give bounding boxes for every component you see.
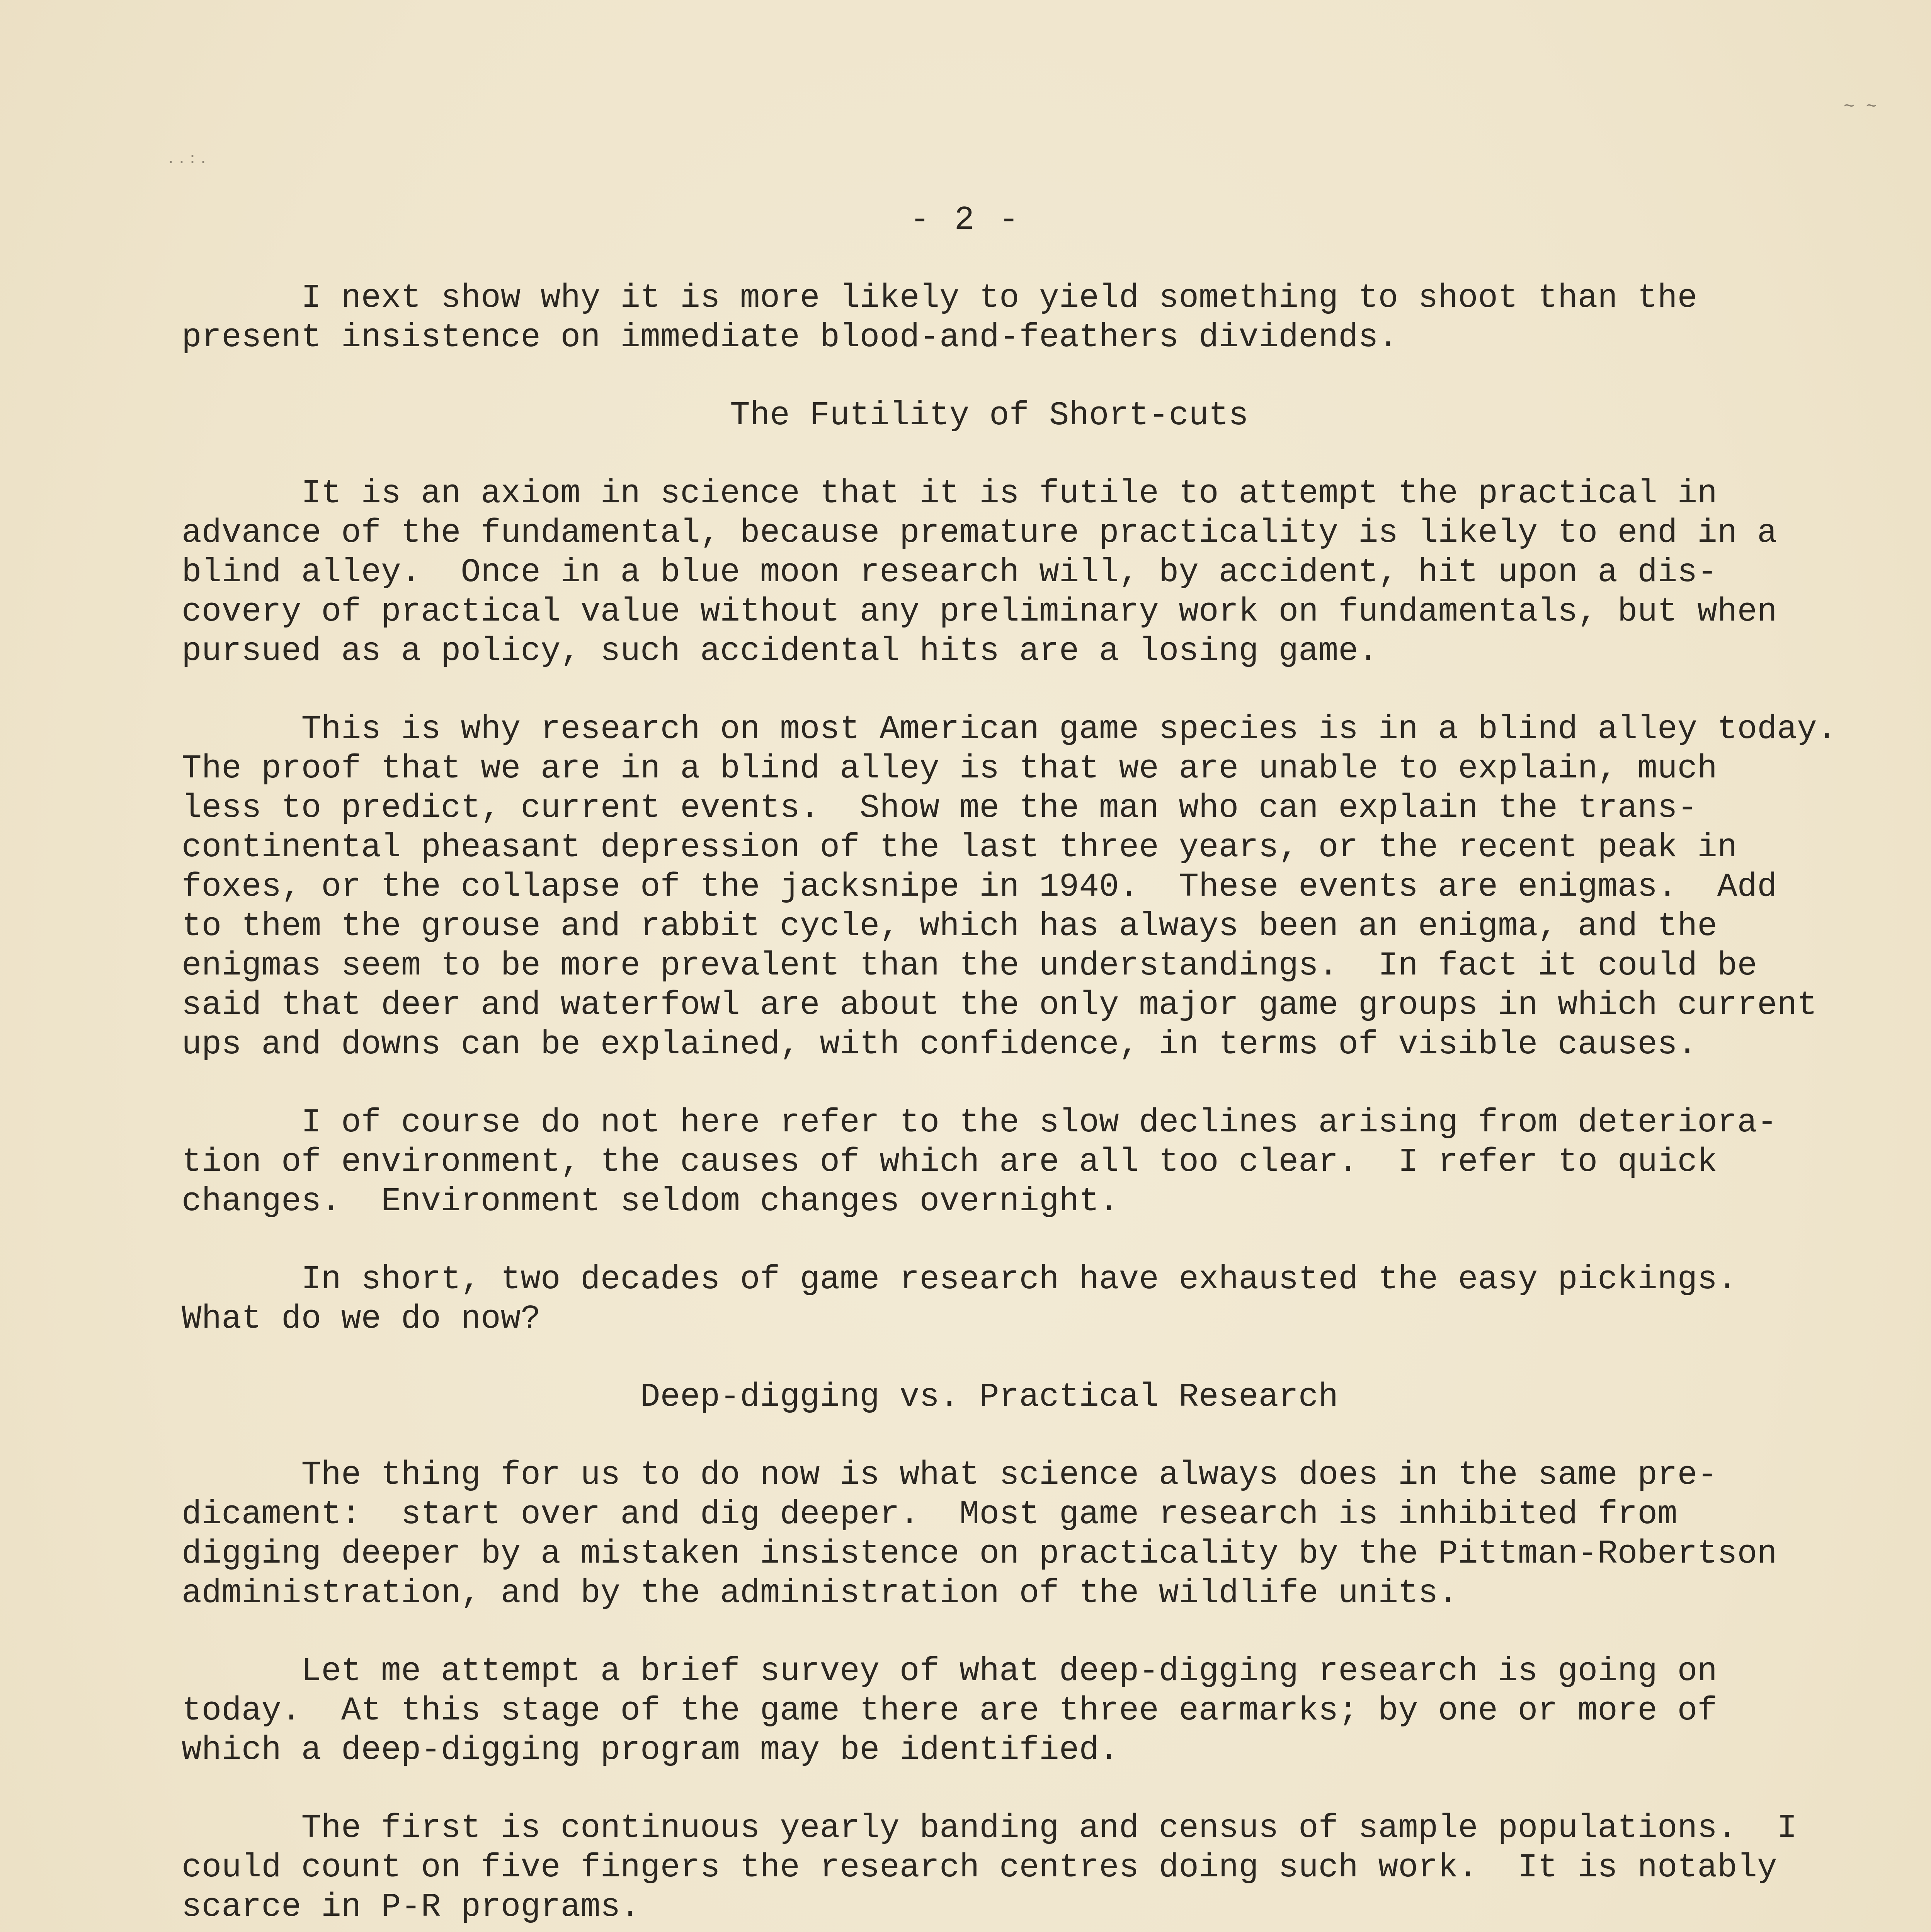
section-heading: The Futility of Short-cuts xyxy=(730,396,1249,434)
text-line: In short, two decades of game research have exhausted the easy pickings. xyxy=(182,1260,1737,1298)
text-line: ups and downs can be explained, with confidence, in terms of visible causes. xyxy=(182,1026,1698,1063)
corner-ink-marks: ~ ~ xyxy=(1843,97,1877,117)
text-line: The thing for us to do now is what science always does in the same pre- xyxy=(182,1456,1717,1494)
text-line: changes. Environment seldom changes overnight. xyxy=(182,1182,1119,1220)
text-line: to them the grouse and rabbit cycle, which has always been an enigma, and the xyxy=(182,907,1717,945)
text-line: I next show why it is more likely to yield something to shoot than the xyxy=(182,279,1698,317)
page-number: - 2 - xyxy=(910,201,1021,239)
text-line: The first is continuous yearly banding and census of sample populations. I xyxy=(182,1809,1797,1847)
paragraph xyxy=(182,1455,1797,1613)
document-body xyxy=(182,278,1837,1932)
text-line: This is why research on most American game species is in a blind alley today. xyxy=(182,710,1837,748)
paragraph xyxy=(182,278,1797,357)
text-line: present insistence on immediate blood-and-feathers dividends. xyxy=(182,318,1398,356)
paragraph xyxy=(182,1651,1797,1770)
text-line: foxes, or the collapse of the jacksnipe in 1940. These events are enigmas. Add xyxy=(182,868,1777,906)
text-line: dicament: start over and dig deeper. Most game research is inhibited from xyxy=(182,1495,1678,1533)
text-line: enigmas seem to be more prevalent than the understandings. In fact it could be xyxy=(182,947,1757,985)
paragraph xyxy=(182,474,1797,671)
text-line: less to predict, current events. Show me the man who can explain the trans- xyxy=(182,789,1698,827)
text-line: covery of practical value without any preliminary work on fundamentals, but when xyxy=(182,593,1777,631)
section-heading: Deep-digging vs. Practical Research xyxy=(640,1378,1339,1416)
paragraph xyxy=(182,1260,1797,1338)
text-line: Let me attempt a brief survey of what deep-digging research is going on xyxy=(182,1652,1717,1690)
text-line: administration, and by the administration of the wildlife units. xyxy=(182,1574,1458,1612)
stray-ink-marks: ..:. xyxy=(166,151,210,168)
text-line: could count on five fingers the research centres doing such work. It is notably xyxy=(182,1849,1777,1886)
paragraph xyxy=(182,709,1837,1064)
text-line: pursued as a policy, such accidental hits are a losing game. xyxy=(182,632,1378,670)
text-line: today. At this stage of the game there are three earmarks; by one or more of xyxy=(182,1692,1717,1730)
text-line: The proof that we are in a blind alley is that we are unable to explain, much xyxy=(182,750,1717,787)
text-line: advance of the fundamental, because premature practicality is likely to end in a xyxy=(182,514,1777,552)
text-line: tion of environment, the causes of which are all too clear. I refer to quick xyxy=(182,1143,1717,1181)
text-line: digging deeper by a mistaken insistence on practicality by the Pittman-Robertson xyxy=(182,1535,1777,1573)
text-line: scarce in P-R programs. xyxy=(182,1888,640,1926)
text-line: It is an axiom in science that it is futile to attempt the practical in xyxy=(182,474,1717,512)
text-line: which a deep-digging program may be identified. xyxy=(182,1731,1119,1769)
text-line: said that deer and waterfowl are about the only major game groups in which current xyxy=(182,986,1817,1024)
text-line: I of course do not here refer to the slow declines arising from deteriora- xyxy=(182,1104,1777,1141)
text-line: What do we do now? xyxy=(182,1300,541,1338)
text-line: blind alley. Once in a blue moon research will, by accident, hit upon a dis- xyxy=(182,553,1717,591)
paragraph xyxy=(182,1103,1797,1221)
text-line: continental pheasant depression of the last three years, or the recent peak in xyxy=(182,828,1737,866)
paragraph xyxy=(182,1808,1797,1927)
